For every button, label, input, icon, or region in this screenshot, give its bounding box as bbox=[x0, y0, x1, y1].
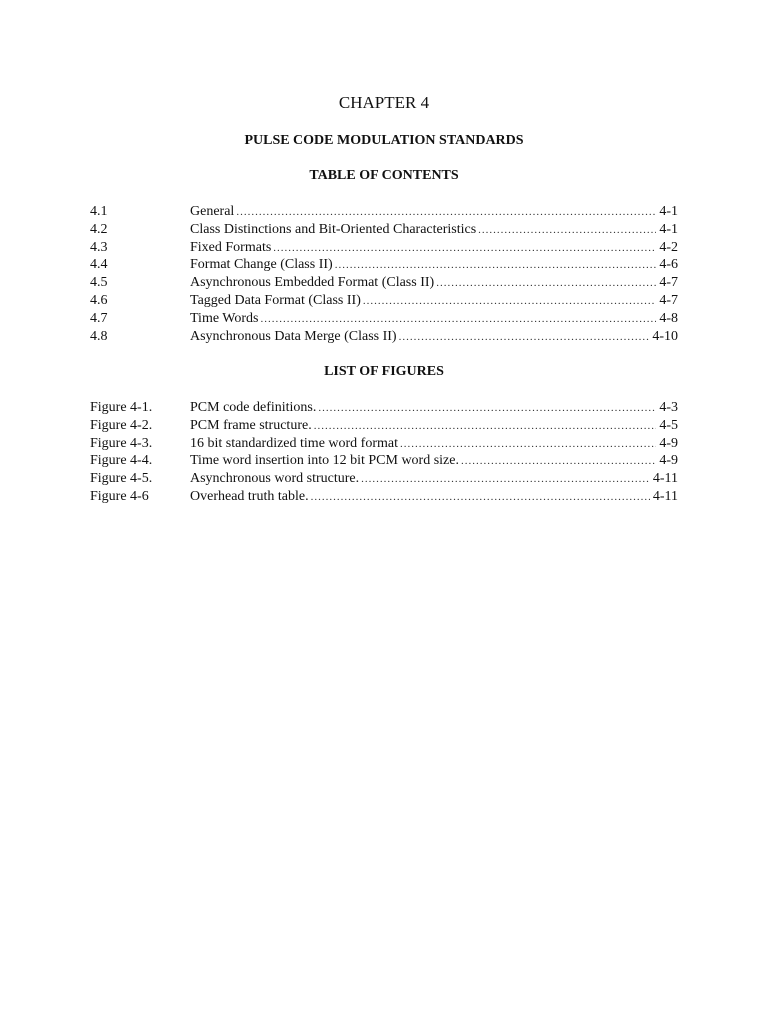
figure-entry[interactable] bbox=[90, 452, 678, 470]
dot-leader bbox=[400, 436, 656, 453]
dot-leader bbox=[318, 400, 656, 417]
toc-entry[interactable] bbox=[90, 328, 678, 346]
toc-entry-page: 4-2 bbox=[659, 239, 678, 255]
toc-entry-title: Tagged Data Format (Class II) bbox=[190, 292, 361, 308]
figure-entry-title: 16 bit standardized time word format bbox=[190, 435, 398, 451]
dot-leader bbox=[461, 453, 656, 470]
toc-entry-page: 4-10 bbox=[652, 328, 678, 344]
toc-entry[interactable] bbox=[90, 256, 678, 274]
toc-entry-title: General bbox=[190, 204, 235, 219]
figure-entry-page: 4-9 bbox=[659, 435, 678, 451]
toc-entry-title: Fixed Formats bbox=[190, 239, 272, 255]
dot-leader bbox=[236, 204, 656, 221]
figure-entry-number: Figure 4-4. bbox=[90, 453, 153, 469]
dot-leader bbox=[478, 222, 656, 239]
chapter-title: CHAPTER 4 bbox=[338, 93, 430, 112]
toc-entry-page: 4-1 bbox=[659, 221, 678, 237]
toc-entry-title: Format Change (Class II) bbox=[190, 257, 333, 273]
toc-entry[interactable] bbox=[90, 292, 678, 310]
toc-entry[interactable] bbox=[90, 310, 678, 328]
toc-entry-number: 4.5 bbox=[90, 275, 108, 291]
toc-entry-number: 4.2 bbox=[90, 221, 108, 237]
figure-entry[interactable] bbox=[90, 399, 678, 417]
toc-entry-page: 4-6 bbox=[659, 257, 678, 273]
dot-leader bbox=[399, 329, 650, 346]
dot-leader bbox=[361, 471, 650, 488]
figure-entry-number: Figure 4-6 bbox=[90, 488, 149, 504]
toc-entry-number: 4.8 bbox=[90, 328, 108, 344]
dot-leader bbox=[314, 418, 657, 435]
figure-entry-page: 4-11 bbox=[652, 488, 678, 504]
dot-leader bbox=[436, 275, 656, 292]
figure-entry-page: 4-9 bbox=[659, 453, 678, 469]
toc-entry[interactable] bbox=[90, 203, 678, 221]
toc-entry[interactable] bbox=[90, 239, 678, 257]
figure-entry[interactable] bbox=[90, 435, 678, 453]
figure-entry[interactable] bbox=[90, 488, 678, 506]
toc-entry-title: Asynchronous Data Merge (Class II) bbox=[190, 328, 397, 344]
toc-heading: TABLE OF CONTENTS bbox=[309, 168, 459, 183]
dot-leader bbox=[335, 257, 657, 274]
toc-entry-number: 4.7 bbox=[90, 310, 108, 326]
toc-entry[interactable] bbox=[90, 221, 678, 239]
figure-entry-number: Figure 4-3. bbox=[90, 435, 153, 451]
figure-entry-title: Asynchronous word structure. bbox=[190, 471, 360, 487]
toc-entry-page: 4-7 bbox=[659, 292, 678, 308]
figure-entry-page: 4-11 bbox=[652, 471, 678, 487]
figure-entry-page: 4-5 bbox=[659, 417, 678, 433]
toc-entry-page: 4-1 bbox=[659, 204, 678, 219]
toc-entry[interactable] bbox=[90, 274, 678, 292]
figure-entry-number: Figure 4-2. bbox=[90, 417, 153, 433]
figure-entry-title: Overhead truth table. bbox=[190, 488, 309, 504]
toc-entry-number: 4.4 bbox=[90, 257, 108, 273]
figure-entry-title: PCM frame structure. bbox=[190, 417, 312, 433]
dot-leader bbox=[363, 293, 656, 310]
dot-leader bbox=[261, 311, 657, 328]
toc-entry-number: 4.1 bbox=[90, 204, 108, 219]
toc-entry-title: Class Distinctions and Bit-Oriented Characteristics bbox=[190, 221, 477, 237]
toc-entry-number: 4.6 bbox=[90, 292, 108, 308]
figures-heading: LIST OF FIGURES bbox=[324, 364, 444, 379]
figure-entry[interactable] bbox=[90, 470, 678, 488]
figure-entry-title: Time word insertion into 12 bit PCM word size. bbox=[190, 453, 459, 469]
dot-leader bbox=[273, 240, 656, 257]
toc-entry-page: 4-7 bbox=[659, 275, 678, 291]
figure-entry-page: 4-3 bbox=[659, 400, 678, 415]
figure-entry[interactable] bbox=[90, 417, 678, 435]
toc-entry-title: Asynchronous Embedded Format (Class II) bbox=[190, 275, 435, 291]
toc-entry-page: 4-8 bbox=[659, 310, 678, 326]
figures-list bbox=[90, 399, 678, 506]
figure-entry-number: Figure 4-1. bbox=[90, 400, 153, 415]
toc-list bbox=[90, 203, 678, 345]
section-title: PULSE CODE MODULATION STANDARDS bbox=[244, 133, 524, 148]
dot-leader bbox=[311, 489, 650, 506]
toc-entry-title: Time Words bbox=[190, 310, 259, 326]
figure-entry-title: PCM code definitions. bbox=[190, 400, 317, 415]
figure-entry-number: Figure 4-5. bbox=[90, 471, 153, 487]
toc-entry-number: 4.3 bbox=[90, 239, 108, 255]
